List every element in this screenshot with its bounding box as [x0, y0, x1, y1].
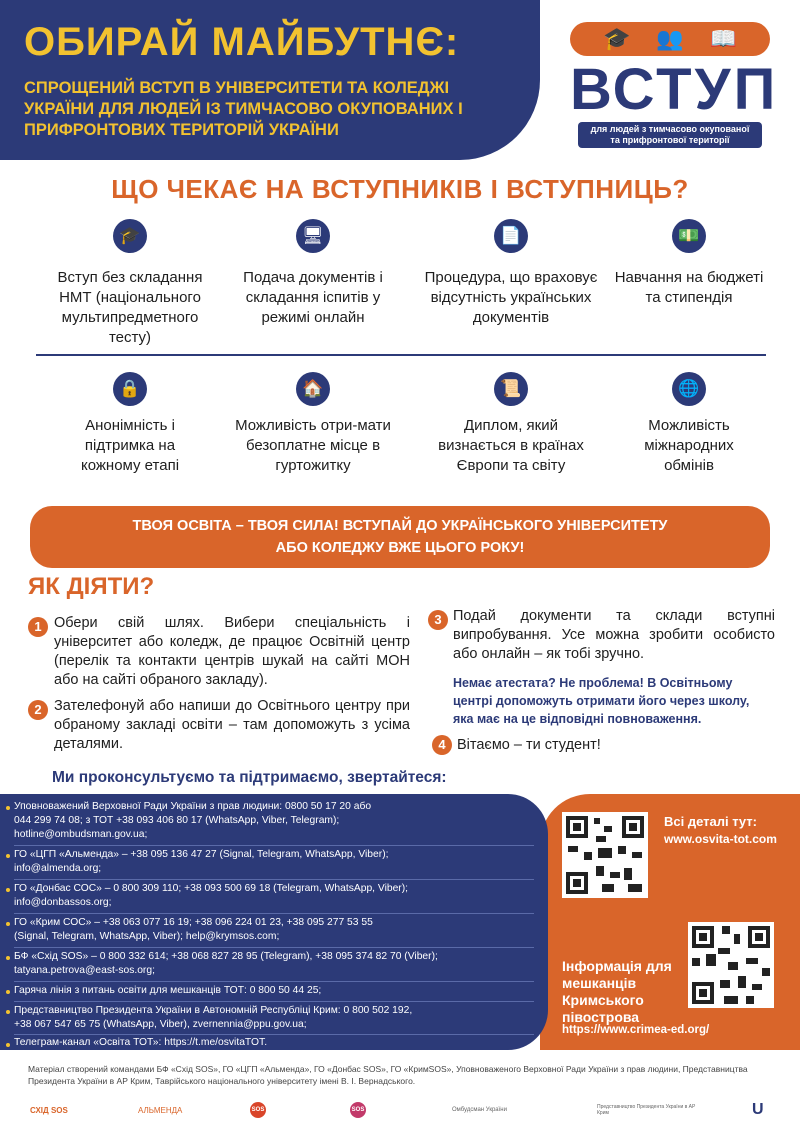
contact-almenda-email[interactable]: info@almenda.org;	[14, 863, 102, 874]
step-3: Подай документи та склади вступні випробування. Усе можна зробити особисто або онлайн – як тобі зручно.	[453, 608, 775, 662]
feature-budget: Навчання на бюджеті та стипендія	[614, 269, 764, 306]
graduation-cap-icon: 🎓	[602, 26, 631, 51]
contacts-panel	[0, 794, 548, 1050]
qr-code-osvita-tot[interactable]	[562, 812, 648, 898]
contact-almenda: ГО «ЦГП «Альменда» – +38 095 136 47 27 (Signal, Telegram, WhatsApp, Viber);	[14, 849, 389, 860]
partner-name: СХІД SOS	[30, 1105, 68, 1115]
documents-icon: 📄	[494, 219, 528, 253]
feature-online: Подача документів і складання іспитів у режимі онлайн	[243, 269, 383, 326]
partner-name: SOS	[350, 1102, 366, 1118]
contact-ombudsman-2: 044 299 74 08; з ТОТ +38 093 406 80 17 (WhatsApp, Viber, Telegram);	[14, 815, 340, 826]
slogan-line-1: ТВОЯ ОСВІТА – ТВОЯ СИЛА! ВСТУПАЙ ДО УКРАЇНСЬКОГО УНІВЕРСИТЕТУ	[132, 518, 668, 534]
contact-ombudsman-1: Уповноважений Верховної Ради України з прав людини: 0800 50 17 20 або	[14, 801, 372, 812]
bullet	[6, 956, 10, 960]
partner-logo-ombudsman	[452, 1098, 542, 1122]
step-4: Вітаємо – ти студент!	[457, 737, 601, 753]
step-number-4: 4	[432, 735, 452, 755]
step-2: Зателефонуй або напиши до Освітнього центру при обраному закладі освіти – там допоможуть з усіма деталями.	[54, 698, 410, 752]
crimea-label: Інформація для мешканців Кримського півострова	[562, 958, 672, 1025]
feature-diploma: Диплом, який визнається в країнах Європи та світу	[438, 417, 584, 474]
contact-donbas-sos-email[interactable]: info@donbassos.org;	[14, 897, 112, 908]
feature-anonymity: Анонімність і підтримка на кожному етапі	[80, 417, 180, 474]
monitor-icon: 🖥	[296, 219, 330, 253]
partner-name: АЛЬМЕНДА	[138, 1105, 183, 1115]
slogan-line-2: АБО КОЛЕДЖУ ВЖЕ ЦЬОГО РОКУ!	[275, 540, 525, 556]
dormitory-icon: 🏠	[296, 372, 330, 406]
logo-icon-bar	[570, 22, 770, 56]
feature-no-documents: Процедура, що враховує відсутність українських документів	[424, 269, 598, 326]
bullet	[6, 1010, 10, 1014]
lock-icon: 🔒	[113, 372, 147, 406]
diploma-icon: 📜	[494, 372, 528, 406]
bullet	[6, 888, 10, 892]
globe-icon: 🌐	[672, 372, 706, 406]
people-icon: 👥	[656, 26, 684, 51]
step-number-3: 3	[428, 610, 448, 630]
contact-krym-sos: ГО «Крим СОС» – +38 063 077 16 19; +38 096 224 01 23, +38 095 277 53 55	[14, 917, 373, 928]
section-title-benefits: ЩО ЧЕКАЄ НА ВСТУПНИКІВ І ВСТУПНИЦЬ?	[111, 174, 689, 204]
slogan-banner	[30, 506, 770, 568]
footer-credits: Матеріал створений командами БФ «Схід SOS», ГО «ЦГП «Альменда», ГО «Донбас SOS», ГО «КримSOS», Уповноваженого Верховної Ради України з прав людини, Представництва Президента України в АР Крим, Таврійського національного університету імені В. І. Вернадського.	[28, 1064, 748, 1086]
feature-exchange: Можливість міжнародних обмінів	[644, 417, 734, 474]
contact-hotline: Гаряча лінія з питань освіти для мешканців ТОТ: 0 800 50 44 25;	[14, 985, 322, 996]
bullet	[6, 854, 10, 858]
section-title-how-to: ЯК ДІЯТИ?	[28, 573, 155, 600]
header	[0, 0, 800, 160]
logo-tagline	[578, 122, 762, 148]
contact-east-sos-email[interactable]: tatyana.petrova@east-sos.org;	[14, 965, 155, 976]
bullet	[6, 806, 10, 810]
details-url[interactable]: www.osvita-tot.com	[664, 832, 777, 846]
page-title: ОБИРАЙ МАЙБУТНЄ:	[24, 20, 460, 64]
header-banner	[0, 0, 540, 160]
bullet	[6, 990, 10, 994]
step-number-1: 1	[28, 617, 48, 637]
vstup-logo	[570, 22, 779, 150]
partner-logo-east-sos	[30, 1098, 68, 1122]
logo-tagline-2: та прифронтової території	[610, 135, 730, 145]
contact-ombudsman-email[interactable]: hotline@ombudsman.gov.ua;	[14, 829, 148, 840]
contact-president-rep-2: +38 067 547 65 75 (WhatsApp, Viber), zvernennia@ppu.gov.ua;	[14, 1019, 307, 1030]
contact-telegram-channel[interactable]: Телеграм-канал «Освіта ТОТ»: https://t.me/osvitaTOT.	[14, 1037, 268, 1048]
partner-logo-president-rep	[597, 1098, 707, 1122]
contact-divider	[14, 845, 534, 846]
partner-logo-krym-sos	[350, 1098, 366, 1122]
step-number-2: 2	[28, 700, 48, 720]
contact-divider	[14, 913, 534, 914]
partner-name: SOS	[250, 1102, 266, 1118]
partner-name: Представництво Президента України в АР Крим	[597, 1104, 696, 1116]
section-divider	[36, 354, 766, 356]
partner-logo-almenda	[138, 1098, 182, 1122]
contact-divider	[14, 947, 534, 948]
contact-divider	[14, 981, 534, 982]
details-panel	[540, 794, 800, 1050]
contact-divider	[14, 1001, 534, 1002]
partner-logo-donbas-sos	[250, 1098, 266, 1122]
contact-divider	[14, 1034, 534, 1035]
money-icon: 💵	[672, 219, 706, 253]
contact-east-sos: БФ «Схід SOS» – 0 800 332 614; +38 068 827 28 95 (Telegram), +38 095 374 82 70 (Viber);	[14, 951, 438, 962]
open-book-icon: 📖	[709, 26, 738, 51]
page-subtitle: СПРОЩЕНИЙ ВСТУП В УНІВЕРСИТЕТИ ТА КОЛЕДЖІ УКРАЇНИ ДЛЯ ЛЮДЕЙ ІЗ ТИМЧАСОВО ОКУПОВАНИХ І ПРИФРОНТОВИХ ТЕРИТОРІЙ УКРАЇНИ	[24, 79, 463, 139]
partner-name: Омбудсман України	[452, 1106, 507, 1113]
logo-word: ВСТУП	[570, 57, 779, 122]
bullet	[6, 1043, 10, 1047]
contact-president-rep: Представництво Президента України в Автономній Республіці Крим: 0 800 502 192,	[14, 1005, 413, 1016]
step-1: Обери свій шлях. Вибери спеціальність і університет або коледж, де працює Освітній центр (перелік та контакти центрів шукай на сайті МОН або на сайті обраного закладу).	[54, 615, 410, 688]
feature-no-nmt: Вступ без складання НМТ (національного мультипредметного тесту)	[57, 269, 203, 346]
partner-name: U	[752, 1101, 764, 1118]
contact-donbas-sos: ГО «Донбас СОС» – 0 800 309 110; +38 093 500 69 18 (Telegram, WhatsApp, Viber);	[14, 883, 409, 894]
no-certificate-note: Немає атестата? Не проблема! В Освітньому центрі допоможуть отримати його через школу, яка має на це відповідні повноваження.	[453, 676, 750, 726]
consult-heading: Ми проконсультуємо та підтримаємо, звертайтеся:	[52, 769, 447, 786]
crimea-url[interactable]: https://www.crimea-ed.org/	[562, 1024, 710, 1036]
details-label: Всі деталі тут:	[664, 814, 758, 829]
qr-code-crimea[interactable]	[688, 922, 774, 1008]
bullet	[6, 922, 10, 926]
feature-dormitory: Можливість отри-мати безоплатне місце в гуртожитку	[235, 417, 391, 474]
logo-tagline-1: для людей з тимчасово окупованої	[590, 124, 750, 134]
graduation-cap-icon: 🎓	[113, 219, 147, 253]
contact-krym-sos-2: (Signal, Telegram, WhatsApp, Viber); help@krymsos.com;	[14, 931, 280, 942]
contact-divider	[14, 879, 534, 880]
partner-logo-university	[752, 1098, 764, 1122]
